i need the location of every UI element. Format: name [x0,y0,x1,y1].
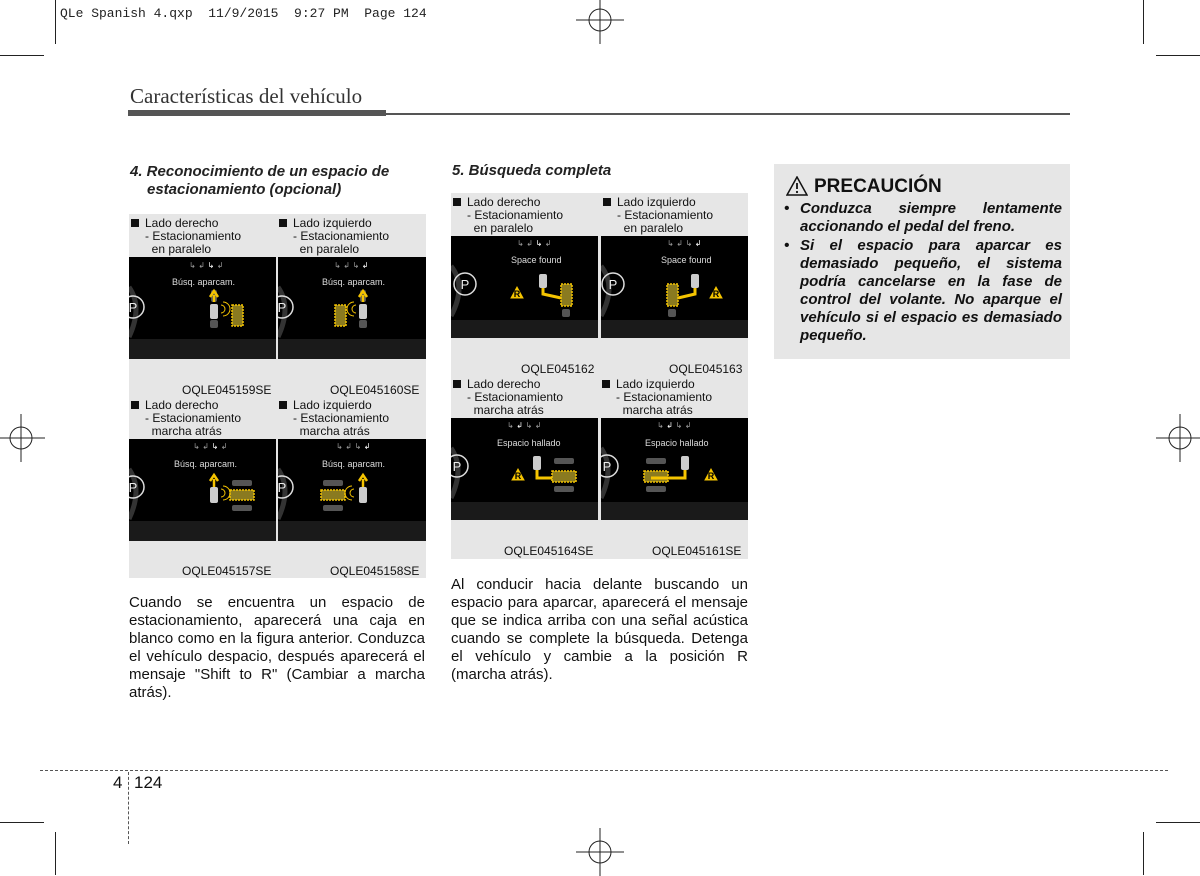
crop-mark [0,822,44,823]
svg-text:↳ ↲ ↳ ↲: ↳ ↲ ↳ ↲ [193,442,228,451]
crop-mark [1156,55,1200,56]
svg-text:↳ ↲ ↳ ↲: ↳ ↲ ↳ ↲ [517,239,552,248]
svg-text:P: P [129,300,138,315]
bullet: • [784,200,790,217]
section-title-line: 4. Reconocimiento de un espacio de [130,163,390,180]
section-title-line: estacionamiento (opcional) [147,181,342,198]
crop-mark [1143,0,1144,44]
screen-text: Búsq. aparcam. [172,277,236,287]
svg-text:↳ ↲ ↳ ↲: ↳ ↲ ↳ ↲ [334,261,369,270]
figure-caption [603,196,743,235]
caption-side: Lado derecho [467,195,541,209]
screen-text: Búsq. aparcam. [322,459,386,469]
body-paragraph: Al conducir hacia delante buscando un espacio para aparcar, aparecerá el mensaje que se indica arriba con una señal acústica cuando se complete la búsqueda. Detenga el vehículo y cambie a la posición R (marcha atrás). [451,576,748,683]
figure-code: OQLE045157SE [182,564,272,578]
print-header: QLe Spanish 4.qxp 11/9/2015 9:27 PM Page 124 [60,6,427,21]
caption-side: Lado derecho [467,377,541,391]
caution-item-text: Conduzca siempre lentamente accionando el pedal del freno. [800,200,1062,235]
caption-line: - Estacionamiento [145,411,242,425]
caption-side: Lado derecho [145,398,219,412]
caption-line: en paralelo [293,242,360,256]
svg-text:↳ ↲ ↳ ↲: ↳ ↲ ↳ ↲ [189,261,224,270]
caption-line: en paralelo [617,221,684,235]
figure-code: OQLE045164SE [504,544,594,558]
caution-list [784,200,1062,346]
svg-text:R: R [514,471,522,481]
body-paragraph: Cuando se encuentra un espacio de estacionamiento, aparecerá una caja en blanco como en la figura anterior. Conduzca el vehículo despacio, después aparecerá el mensaje "Shift to R" (Cambiar a marcha atrás). [129,594,425,701]
caption-side: Lado izquierdo [616,377,695,391]
crop-mark [0,55,44,56]
figure-caption [453,378,593,417]
dashboard-screen [451,418,598,520]
caution-item [784,237,1062,345]
section-title-recognition [130,163,389,199]
square-bullet-icon [453,380,461,388]
caption-line: marcha atrás [293,424,370,438]
square-bullet-icon [602,380,610,388]
svg-text:R: R [712,289,720,299]
dashboard-screen [601,418,748,520]
crop-mark [1143,832,1144,875]
figure-code: OQLE045160SE [330,383,420,397]
chapter-number: 4 [113,773,123,792]
screen-text: Búsq. aparcam. [322,277,386,287]
caption-line: - Estacionamiento [467,390,564,404]
registration-mark-icon [1156,414,1200,462]
page-number: 124 [134,773,163,792]
caution-item-text: Si el espacio para aparcar es demasiado pequeño, el sistema podría cancelarse en la fase de control del volante. No aparque el vehículo si el espacio es demasiado pequeño. [800,237,1062,344]
screen-text: Búsq. aparcam. [174,459,238,469]
figure-code: OQLE045158SE [330,564,420,578]
svg-text:P: P [602,459,612,474]
square-bullet-icon [453,198,461,206]
crop-mark [1156,822,1200,823]
figure-code: OQLE045163 [669,362,743,376]
dashboard-screen [278,257,426,359]
svg-text:P: P [129,480,138,495]
svg-text:P: P [460,277,470,292]
figure-caption [453,196,593,235]
caption-line: - Estacionamiento [616,390,713,404]
caption-line: marcha atrás [145,424,222,438]
svg-text:P: P [452,459,462,474]
caption-line: - Estacionamiento [293,411,390,425]
dashboard-screen [451,236,598,338]
screen-text: Espacio hallado [645,438,709,448]
screen-text: Espacio hallado [497,438,561,448]
svg-text:P: P [278,480,287,495]
square-bullet-icon [279,401,287,409]
square-bullet-icon [131,219,139,227]
caption-line: - Estacionamiento [617,208,714,222]
square-bullet-icon [603,198,611,206]
square-bullet-icon [279,219,287,227]
caption-side: Lado izquierdo [293,398,372,412]
caution-box [774,164,1070,359]
header-rule [128,110,386,116]
figure-code: OQLE045159SE [182,383,272,397]
section-title-complete: 5. Búsqueda completa [452,162,612,179]
svg-text:R: R [513,289,521,299]
caption-line: - Estacionamiento [467,208,564,222]
caption-side: Lado izquierdo [617,195,696,209]
caption-side: Lado izquierdo [293,216,372,230]
bullet: • [784,237,790,254]
figure-code: OQLE045162 [521,362,595,376]
caption-line: - Estacionamiento [293,229,390,243]
screen-text: Space found [511,255,562,265]
registration-mark-icon [576,0,624,44]
dashboard-screen [278,439,426,541]
caption-line: - Estacionamiento [145,229,242,243]
page-title: Características del vehículo [130,84,363,108]
dashboard-screen [601,236,748,338]
registration-mark-icon [576,828,624,876]
square-bullet-icon [131,401,139,409]
figure-caption [131,217,271,256]
crop-mark [55,832,56,875]
figure-code: OQLE045161SE [652,544,742,558]
caption-line: en paralelo [145,242,212,256]
dashboard-screen [129,439,276,541]
figure-caption [279,399,424,438]
warning-triangle-icon [786,176,808,196]
caption-line: en paralelo [467,221,534,235]
screen-text: Space found [661,255,712,265]
registration-mark-icon [0,414,45,462]
svg-text:↳ ↲ ↳ ↲: ↳ ↲ ↳ ↲ [507,421,542,430]
svg-text:R: R [707,471,715,481]
crop-mark [55,0,56,44]
figure-caption [279,217,424,256]
caption-line: marcha atrás [616,403,693,417]
svg-text:↳ ↲ ↳ ↲: ↳ ↲ ↳ ↲ [667,239,702,248]
svg-text:↳ ↲ ↳ ↲: ↳ ↲ ↳ ↲ [657,421,692,430]
svg-text:↳ ↲ ↳ ↲: ↳ ↲ ↳ ↲ [336,442,371,451]
svg-text:P: P [608,277,618,292]
figure-caption [602,378,742,417]
footer-divider [128,772,129,844]
caption-side: Lado derecho [145,216,219,230]
footer-rule [40,770,1168,771]
header-rule [386,113,1070,115]
caption-line: marcha atrás [467,403,544,417]
svg-text:P: P [278,300,287,315]
caution-item [784,200,1062,236]
figure-caption [131,399,271,438]
dashboard-screen [129,257,276,359]
caution-title: PRECAUCIÓN [814,176,942,197]
